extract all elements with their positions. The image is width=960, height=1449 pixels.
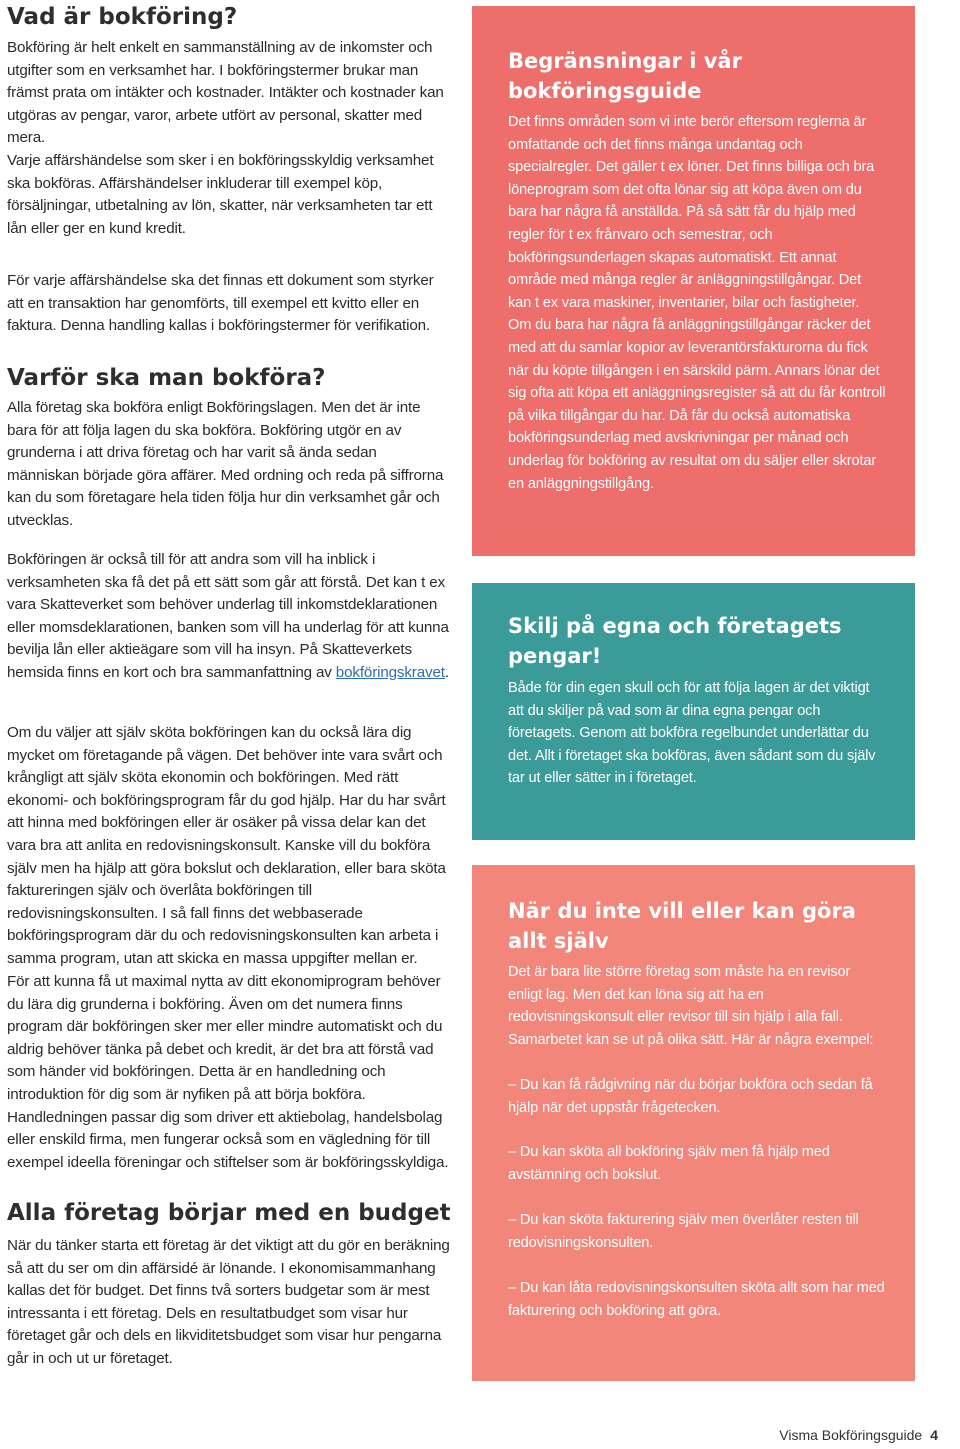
link-bookkeeping-requirement[interactable]: bokföringskravet xyxy=(335,663,445,681)
box-limitations-title: Begränsningar i vår bokföringsguide xyxy=(508,49,742,103)
paragraph-verification: För varje affärshändelse ska det finnas ett dokument som styrker att en transaktion har genomförts, till exempel ett kvitto eller en faktura. Denna handling kallas i bokföringstermer för verifikation. xyxy=(7,272,434,335)
paragraph-business-events: Varje affärshändelse som sker i en bokföringsskyldig verksamhet ska bokföras. Affärshändelser inkluderar till exempel köp, försäljningar, utbetalning av lön, skatter, när verksamheten tar ett lån eller ger en kund kredit. xyxy=(7,152,434,237)
list-item: – Du kan sköta all bokföring själv men få hjälp med avstämning och bokslut. xyxy=(508,1144,830,1183)
paragraph-intro: Bokföring är helt enkelt en sammanställning av de inkomster och utgifter som en verksamhet har. I bokföringstermer brukar man främst prata om intäkter och kostnader. Intäkter och kostnader kan utgöras av pengar, varor, arbete utfört av personal, skatter med mera. xyxy=(7,39,444,147)
sidebar-box-separate-money xyxy=(472,583,915,840)
sidebar-box-limitations xyxy=(472,6,915,556)
heading-what-is-bookkeeping: Vad är bokföring? xyxy=(7,4,238,30)
paragraph-law: Alla företag ska bokföra enligt Bokföringslagen. Men det är inte bara för att följa lagen du ska bokföra. Bokföring utgör en av grunderna i att driva företag och har varit så ända sedan människan började göra affärer. Med ordning och reda på siffrorna kan du som företagare hela tiden följa hur din verksamhet går och utvecklas. xyxy=(7,399,444,529)
page-number: 4 xyxy=(930,1427,938,1443)
heading-why-bookkeep: Varför ska man bokföra? xyxy=(7,365,326,391)
page-footer xyxy=(779,1427,938,1443)
paragraph-insight-text: Bokföringen är också till för att andra som vill ha inblick i verksamheten ska få det på ett sätt som går att förstå. Det kan t ex vara Skatteverket som behöver underlag till inkomstdeklarationen eller momsdeklarationen, banken som vill ha underlag för att kunna bevilja lån eller aktieägare som vill ha insyn. På Skatteverkets hemsida finns en kort och bra sammanfattning av xyxy=(7,551,449,681)
paragraph-self-manage: Om du väljer att själv sköta bokföringen kan du också lära dig mycket om företagande på vägen. Det behöver inte vara svårt och krångligt att själv sköta ekonomin och bokföringen. Med rätt ekonomi- och bokföringsprogram får du god hjälp. Har du har svårt att hinna med bokföringen eller är osäker på vissa delar kan det vara bra att anlita en redovisningskonsult. Kanske vill du bokföra själv men ha hjälp att göra bokslut och deklaration, eller bara sköta faktureringen själv och överlåta bokföringen till redovisningskonsulten. I så fall finns det webbaserade bokföringsprogram där du och redovisningskonsulten kan arbeta i samma program, utan att skicka en massa uppgifter mellan er. xyxy=(7,724,446,967)
box-separate-money-text: Både för din egen skull och för att följa lagen är det viktigt att du skiljer på vad som är dina egna pengar och företagets. Genom att bokföra regelbundet underlättar du det. Allt i företaget ska bokföras, även sådant som du själv tar ut eller sätter in i företaget. xyxy=(508,680,876,787)
list-item: – Du kan låta redovisningskonsulten sköta allt som har med fakturering och bokföring att göra. xyxy=(508,1280,885,1319)
paragraph-learn-basics: För att kunna få ut maximal nytta av ditt ekonomiprogram behöver du lära dig grunderna i bokföring. Även om det numera finns program där bokföringen sker mer eller mindre automatiskt och du aldrig behöver tänka på debet och kredit, är det bra att förstå vad som händer vid bokföringen. Detta är en handledning och introduktion för dig som är nyfiken på att börja bokföra. Handledningen passar dig som driver ett aktiebolag, handelsbolag eller enskild firma, men fungerar också som en vägledning för till exempel ideella föreningar och stiftelser som är bokföringsskyldiga. xyxy=(7,973,449,1171)
box-separate-money-title: Skilj på egna och företagets pengar! xyxy=(508,614,842,668)
heading-budget: Alla företag börjar med en budget xyxy=(7,1200,451,1226)
footer-brand: Visma Bokföringsguide xyxy=(779,1427,923,1443)
paragraph-budget: När du tänker starta ett företag är det viktigt att du gör en beräkning så att du ser om din affärsidé är lönande. I ekonomisammanhang kallas det för budget. Det finns två sorters budgetar som är mest intressanta i ett företag. Dels en resultatbudget som visar hur företaget går och dels en likviditetsbudget som visar hur pengarna går in och ut ur företaget. xyxy=(7,1237,450,1367)
box-get-help-text: Det är bara lite större företag som måste ha en revisor enligt lag. Men det kan löna sig att ha en redovisningskonsult eller revisor till sin hjälp i alla fall. Samarbetet kan se ut på olika sätt. Här är några exempel: xyxy=(508,964,874,1048)
box-limitations-text: Det finns områden som vi inte berör eftersom reglerna är omfattande och det finns många undantag och specialregler. Det gäller t ex löner. Det finns billiga och bra löneprogram som det ofta lönar sig att köpa även om du bara har några få anställda. På så sätt får du hjälp med regler för t ex frånvaro och semestrar, och bokföringsunderlagen skapas automatiskt. Ett annat område med många regler är anläggningstillgångar. Det kan t ex vara maskiner, inventarier, bilar och fastigheter. Om du bara har några få anläggningstillgångar räcker det med att du samlar kopior av leverantörsfakturorna du fick när du köpte tillgången i en särskild pärm. Annars lönar det sig ofta att köpa ett anläggningsregister så att du får kontroll på vilka tillgångar du har. Då får du också automatiska bokföringsunderlag med avskrivningar per månad och underlag för bokföring av resultat om du säljer eller skrotar en anläggningstillgång. xyxy=(508,114,886,492)
list-item: – Du kan sköta fakturering själv men överlåter resten till redovisningskonsulten. xyxy=(508,1212,859,1251)
paragraph-insight: Bokföringen är också till för att andra som vill ha inblick i verksamheten ska få det på ett sätt som går att förstå. Det kan t ex vara Skatteverket som behöver underlag till inkomstdeklarationen eller momsdeklarationen, banken som vill ha underlag för att kunna bevilja lån eller aktieägare som vill ha insyn. På Skatteverkets hemsida finns en kort och bra sammanfattning av bokföringskravet. xyxy=(7,551,449,681)
box-get-help-title: När du inte vill eller kan göra allt själv xyxy=(508,899,856,953)
list-item: – Du kan få rådgivning när du börjar bokföra och sedan få hjälp när det uppstår frågetecken. xyxy=(508,1077,873,1116)
sidebar-box-get-help xyxy=(472,865,915,1381)
